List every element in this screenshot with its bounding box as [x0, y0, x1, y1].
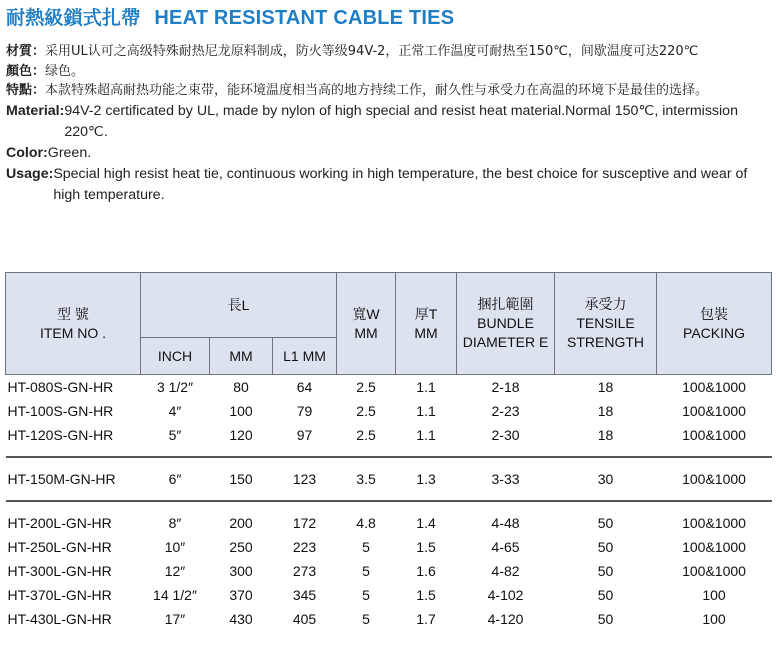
desc-label: Material: — [6, 102, 65, 119]
cell-packing: 100&1000 — [682, 563, 746, 579]
group-divider — [6, 501, 772, 511]
desc-feature-zh — [6, 81, 772, 101]
desc-color-en — [6, 143, 772, 164]
page-title — [6, 3, 454, 31]
title-en: HEAT RESISTANT CABLE TIES — [154, 7, 455, 29]
header-mm: MM — [210, 338, 273, 375]
cell-width: 2.5 — [356, 427, 376, 443]
table-row — [6, 467, 772, 491]
header-item-en: ITEM NO . — [39, 324, 107, 341]
cell-width: 3.5 — [356, 471, 376, 487]
cell-l1: 64 — [296, 379, 313, 395]
cell-thickness: 1.1 — [416, 379, 436, 395]
table-row — [6, 535, 772, 559]
table-row — [6, 559, 772, 583]
cell-l1: 123 — [292, 471, 317, 487]
header-length: 長L — [141, 273, 337, 338]
cell-mm: 120 — [229, 427, 253, 443]
header-inch: INCH — [141, 338, 210, 375]
desc-color-zh — [6, 62, 772, 82]
cell-bundle: 4-102 — [487, 587, 524, 603]
cell-thickness: 1.7 — [416, 611, 436, 627]
group-divider — [6, 457, 772, 467]
header-packing-zh: 包裝 — [700, 305, 729, 322]
cell-tensile: 18 — [597, 427, 614, 443]
cell-tensile: 50 — [597, 587, 614, 603]
header-thick-zh: 厚T — [414, 305, 438, 322]
cell-l1: 405 — [292, 611, 317, 627]
cell-bundle: 4-120 — [487, 611, 524, 627]
header-width-en: MM — [354, 324, 378, 341]
header-thickness — [396, 273, 457, 375]
cell-packing: 100&1000 — [682, 379, 746, 395]
cell-thickness: 1.1 — [416, 403, 436, 419]
group-divider — [6, 491, 772, 501]
group-divider — [6, 447, 772, 457]
cell-packing: 100&1000 — [682, 515, 746, 531]
header-width-zh: 寬W — [352, 305, 380, 322]
cell-width: 5 — [362, 539, 370, 555]
cell-thickness: 1.5 — [416, 587, 436, 603]
cell-tensile: 50 — [597, 539, 614, 555]
cell-packing: 100&1000 — [682, 427, 746, 443]
desc-label: Usage: — [6, 165, 54, 182]
table-row — [6, 399, 772, 423]
cell-mm: 430 — [229, 611, 253, 627]
spec-table — [5, 272, 772, 631]
cell-packing: 100 — [702, 611, 726, 627]
cell-width: 4.8 — [356, 515, 376, 531]
header-item-zh: 型 號 — [57, 305, 89, 322]
cell-mm: 250 — [229, 539, 253, 555]
cell-inch: 10″ — [164, 539, 186, 555]
desc-text: 94V-2 certificated by UL, made by nylon of high special and resist heat material.Normal 150℃, intermission 220℃. — [64, 102, 738, 140]
cell-inch: 6″ — [168, 471, 182, 487]
desc-text: Green. — [47, 144, 92, 161]
cell-item: HT-150M-GN-HR — [7, 471, 116, 487]
table-row — [6, 423, 772, 447]
header-tensile — [555, 273, 657, 375]
cell-mm: 150 — [229, 471, 253, 487]
cell-bundle: 2-23 — [491, 403, 520, 419]
cell-inch: 12″ — [164, 563, 186, 579]
cell-thickness: 1.1 — [416, 427, 436, 443]
description — [6, 42, 772, 206]
cell-item: HT-300L-GN-HR — [7, 563, 112, 579]
desc-text: 绿色。 — [45, 63, 85, 79]
cell-thickness: 1.6 — [416, 563, 436, 579]
cell-tensile: 30 — [597, 471, 614, 487]
cell-l1: 172 — [292, 515, 317, 531]
cell-bundle: 4-48 — [491, 515, 520, 531]
title-zh: 耐熱級鎖式扎帶 — [6, 7, 141, 29]
desc-label: Color: — [6, 144, 48, 161]
cell-l1: 97 — [296, 427, 313, 443]
cell-tensile: 50 — [597, 563, 614, 579]
cell-tensile: 50 — [597, 515, 614, 531]
cell-item: HT-370L-GN-HR — [7, 587, 112, 603]
desc-material-en — [6, 101, 772, 143]
header-item — [6, 273, 141, 375]
cell-width: 5 — [362, 611, 370, 627]
header-l1mm: L1 MM — [273, 338, 337, 375]
cell-item: HT-430L-GN-HR — [7, 611, 112, 627]
desc-label: 材質： — [6, 44, 46, 59]
header-bundle-zh: 捆扎範圍 — [477, 296, 534, 312]
desc-text: 本款特殊超高耐热功能之束带，能环境温度相当高的地方持续工作，耐久性与承受力在高温的环境下是最佳的选择。 — [45, 83, 709, 98]
cell-thickness: 1.3 — [416, 471, 436, 487]
cell-bundle: 3-33 — [491, 471, 520, 487]
cell-item: HT-200L-GN-HR — [7, 515, 112, 531]
cell-packing: 100&1000 — [682, 471, 746, 487]
table-row — [6, 607, 772, 631]
cell-inch: 14 1/2″ — [153, 587, 197, 603]
cell-packing: 100&1000 — [682, 539, 746, 555]
cell-item: HT-250L-GN-HR — [7, 539, 112, 555]
desc-material-zh — [6, 42, 772, 62]
cell-inch: 8″ — [168, 515, 182, 531]
header-width — [337, 273, 396, 375]
cell-mm: 370 — [229, 587, 253, 603]
cell-bundle: 2-18 — [491, 379, 520, 395]
cell-bundle: 4-65 — [491, 539, 520, 555]
desc-text: Special high resist heat tie, continuous working in high temperature, the best choice for susceptive and wear of high temperature. — [53, 165, 748, 203]
cell-l1: 79 — [296, 403, 313, 419]
cell-packing: 100&1000 — [682, 403, 746, 419]
cell-mm: 100 — [229, 403, 253, 419]
desc-text: 采用UL认可之高级特殊耐热尼龙原料制成，防火等级94V-2，正常工作温度可耐热至150℃，间歇温度可达220℃ — [45, 44, 699, 59]
cell-width: 2.5 — [356, 403, 376, 419]
cell-item: HT-080S-GN-HR — [7, 379, 114, 395]
cell-mm: 200 — [229, 515, 253, 531]
cell-width: 5 — [362, 563, 370, 579]
header-bundle-en: BUNDLE DIAMETER E — [462, 315, 549, 350]
header-tensile-en: TENSILE STRENGTH — [567, 315, 645, 350]
spec-table-body — [6, 375, 772, 632]
cell-l1: 273 — [292, 563, 317, 579]
header-thick-en: MM — [414, 324, 438, 341]
cell-l1: 345 — [292, 587, 317, 603]
desc-label: 特點： — [6, 83, 46, 98]
cell-inch: 5″ — [168, 427, 182, 443]
table-row — [6, 511, 772, 535]
cell-inch: 4″ — [168, 403, 182, 419]
cell-inch: 17″ — [164, 611, 186, 627]
cell-packing: 100 — [702, 587, 726, 603]
desc-label: 顏色： — [6, 63, 46, 79]
cell-thickness: 1.5 — [416, 539, 436, 555]
cell-thickness: 1.4 — [416, 515, 436, 531]
cell-width: 5 — [362, 587, 370, 603]
cell-tensile: 18 — [597, 379, 614, 395]
cell-tensile: 50 — [597, 611, 614, 627]
cell-bundle: 2-30 — [491, 427, 520, 443]
header-tensile-zh: 承受力 — [584, 296, 627, 312]
header-packing-en: PACKING — [683, 324, 746, 341]
cell-tensile: 18 — [597, 403, 614, 419]
cell-width: 2.5 — [356, 379, 376, 395]
cell-item: HT-120S-GN-HR — [7, 427, 114, 443]
cell-mm: 80 — [233, 379, 249, 395]
cell-bundle: 4-82 — [491, 563, 520, 579]
cell-mm: 300 — [229, 563, 253, 579]
header-bundle — [457, 273, 555, 375]
cell-l1: 223 — [292, 539, 317, 555]
cell-inch: 3 1/2″ — [156, 379, 194, 395]
cell-item: HT-100S-GN-HR — [7, 403, 114, 419]
header-packing — [657, 273, 772, 375]
table-row — [6, 375, 772, 400]
desc-usage-en — [6, 164, 772, 206]
table-row — [6, 583, 772, 607]
